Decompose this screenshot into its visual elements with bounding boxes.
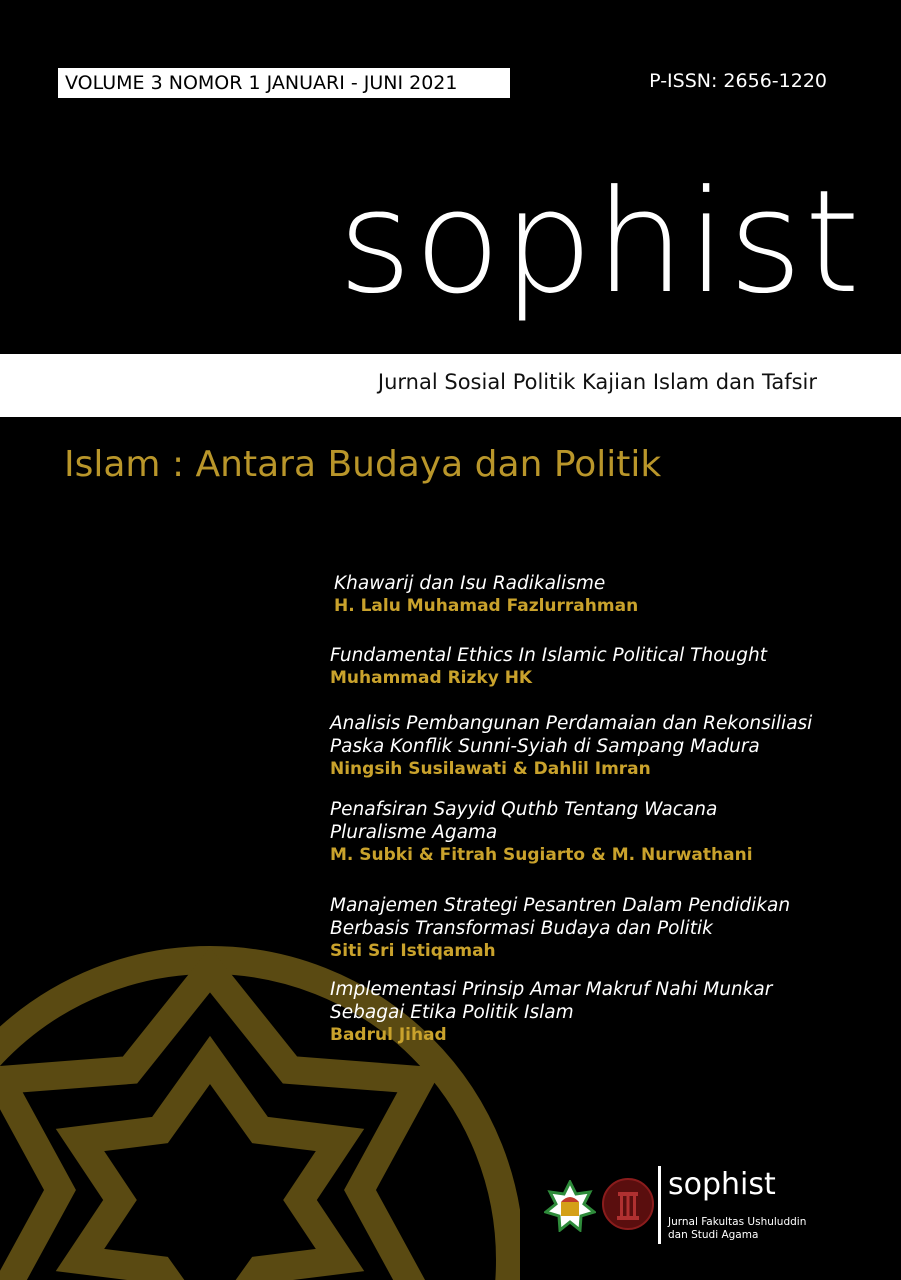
article-author: Muhammad Rizky HK	[330, 668, 533, 688]
article-title: Paska Konflik Sunni-Syiah di Sampang Madura	[330, 736, 760, 757]
article-author: Siti Sri Istiqamah	[330, 941, 496, 961]
footer-tagline: Jurnal Fakultas Ushuluddin	[668, 1216, 807, 1228]
article-title: Manajemen Strategi Pesantren Dalam Pendidikan	[330, 895, 791, 916]
article-title: Fundamental Ethics In Islamic Political Thought	[330, 645, 767, 666]
article-item	[330, 644, 870, 690]
article-title: Penafsiran Sayyid Quthb Tentang Wacana	[330, 799, 718, 820]
maroon-pillar-emblem-icon	[600, 1176, 656, 1232]
journal-logo	[338, 160, 863, 340]
article-title: Khawarij dan Isu Radikalisme	[334, 573, 606, 594]
article-author: Badrul Jihad	[330, 1025, 447, 1045]
article-author: M. Subki & Fitrah Sugiarto & M. Nurwathani	[330, 845, 753, 865]
article-item	[330, 798, 870, 867]
footer-logos	[540, 1150, 807, 1250]
footer-logo-text: sophist	[668, 1167, 776, 1202]
journal-logo-text: sophist	[338, 160, 863, 325]
volume-label: VOLUME 3 NOMOR 1 JANUARI - JUNI 2021	[58, 68, 510, 98]
subtitle-band	[0, 354, 901, 417]
issn-label: P-ISSN: 2656-1220	[649, 70, 827, 92]
article-title: Sebagai Etika Politik Islam	[330, 1002, 574, 1023]
article-author: Ningsih Susilawati & Dahlil Imran	[330, 759, 651, 779]
article-title: Berbasis Transformasi Budaya dan Politik	[330, 918, 713, 939]
article-item	[330, 978, 870, 1047]
journal-subtitle: Jurnal Sosial Politik Kajian Islam dan Tafsir	[377, 370, 817, 394]
article-title: Implementasi Prinsip Amar Makruf Nahi Munkar	[330, 979, 773, 1000]
article-title: Pluralisme Agama	[330, 822, 498, 843]
issue-theme: Islam : Antara Budaya dan Politik	[64, 444, 662, 485]
article-item	[330, 572, 870, 618]
article-title: Analisis Pembangunan Perdamaian dan Rekonsiliasi	[330, 713, 813, 734]
article-author: H. Lalu Muhamad Fazlurrahman	[334, 596, 639, 616]
footer-divider	[658, 1166, 661, 1244]
footer-tagline: dan Studi Agama	[668, 1229, 759, 1241]
green-star-mosque-emblem-icon	[544, 1180, 596, 1232]
article-item	[330, 894, 870, 963]
article-item	[330, 712, 870, 781]
